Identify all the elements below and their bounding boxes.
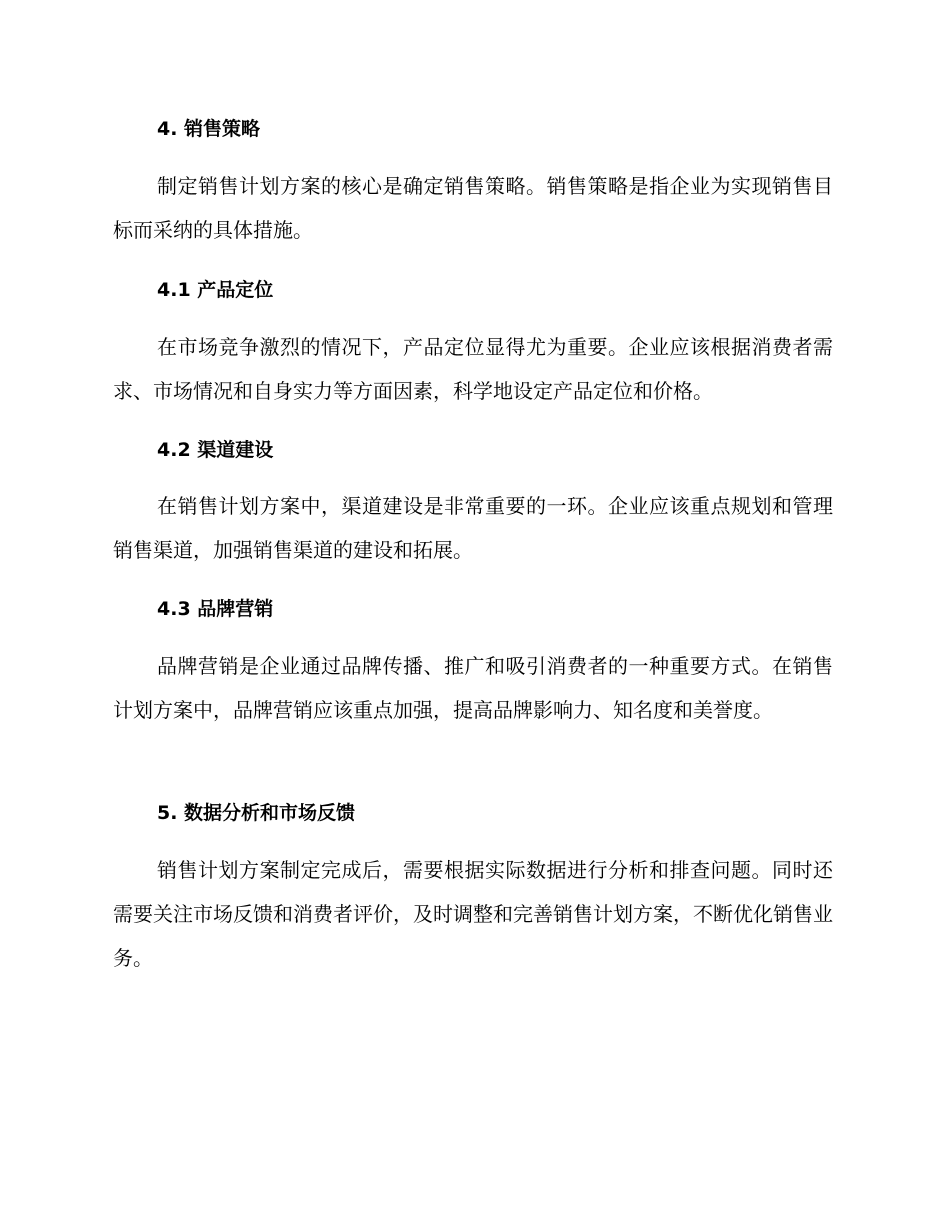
section-body-data-analysis: 销售计划方案制定完成后，需要根据实际数据进行分析和排查问题。同时还需要关注市场反馈和消费者评价，及时调整和完善销售计划方案，不断优化销售业务。 <box>113 858 833 970</box>
section-body-sales-strategy: 制定销售计划方案的核心是确定销售策略。销售策略是指企业为实现销售目标而采纳的具体措施。 <box>113 174 833 242</box>
section-heading-brand-marketing: 4.3 品牌营销 <box>157 598 274 620</box>
section-body-brand-marketing: 品牌营销是企业通过品牌传播、推广和吸引消费者的一种重要方式。在销售计划方案中，品牌营销应该重点加强，提高品牌影响力、知名度和美誉度。 <box>113 654 833 722</box>
section-body-channel-building: 在销售计划方案中，渠道建设是非常重要的一环。企业应该重点规划和管理销售渠道，加强销售渠道的建设和拓展。 <box>113 494 833 562</box>
section-heading-sales-strategy: 4. 销售策略 <box>157 118 261 140</box>
section-body-product-positioning: 在市场竞争激烈的情况下，产品定位显得尤为重要。企业应该根据消费者需求、市场情况和自身实力等方面因素，科学地设定产品定位和价格。 <box>113 335 833 403</box>
section-heading-product-positioning: 4.1 产品定位 <box>157 279 274 301</box>
section-heading-data-analysis: 5. 数据分析和市场反馈 <box>157 802 356 824</box>
section-heading-channel-building: 4.2 渠道建设 <box>157 439 274 461</box>
